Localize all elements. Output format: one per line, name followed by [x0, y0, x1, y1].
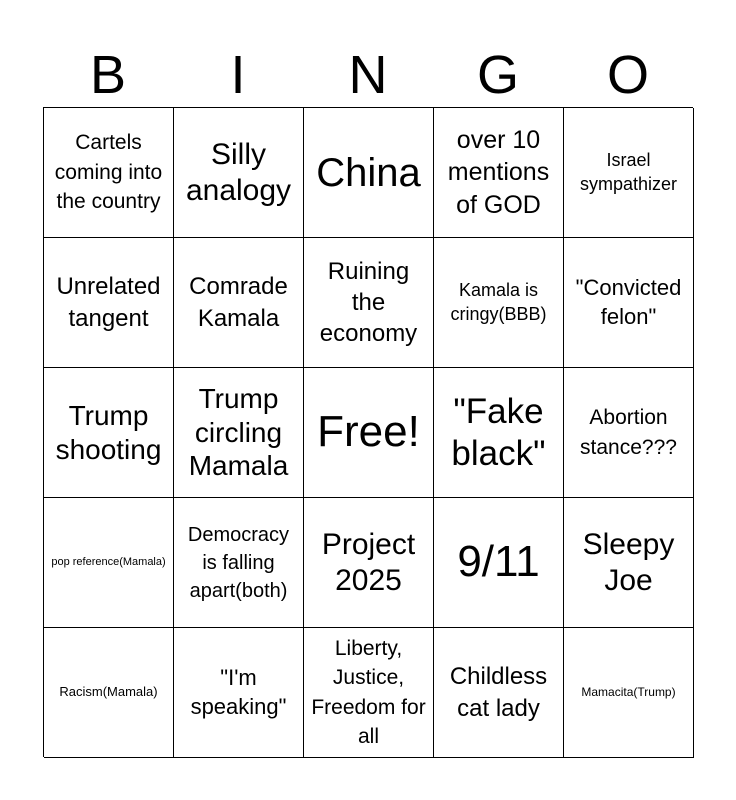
- bingo-cell[interactable]: "Convicted felon": [564, 238, 694, 368]
- bingo-cell[interactable]: 9/11: [434, 498, 564, 628]
- bingo-cell[interactable]: Silly analogy: [174, 108, 304, 238]
- header-letter-b: B: [89, 45, 127, 105]
- bingo-cell[interactable]: Comrade Kamala: [174, 238, 304, 368]
- header-letter-o: O: [606, 45, 649, 105]
- bingo-cell[interactable]: "Fake black": [434, 368, 564, 498]
- header-letter-i: I: [230, 45, 246, 105]
- header-letter-g: G: [476, 45, 519, 105]
- bingo-board: [43, 107, 693, 757]
- bingo-cell[interactable]: pop reference(Mamala): [44, 498, 174, 628]
- bingo-cell[interactable]: Democracy is falling apart(both): [174, 498, 304, 628]
- bingo-cell[interactable]: Cartels coming into the country: [44, 108, 174, 238]
- bingo-cell[interactable]: over 10 mentions of GOD: [434, 108, 564, 238]
- header-letter-n: N: [348, 45, 388, 105]
- bingo-cell[interactable]: China: [304, 108, 434, 238]
- bingo-cell[interactable]: "I'm speaking": [174, 628, 304, 758]
- bingo-cell[interactable]: Ruining the economy: [304, 238, 434, 368]
- bingo-cell[interactable]: Trump shooting: [44, 368, 174, 498]
- bingo-cell[interactable]: Unrelated tangent: [44, 238, 174, 368]
- bingo-cell[interactable]: Liberty, Justice, Freedom for all: [304, 628, 434, 758]
- bingo-cell[interactable]: Abortion stance???: [564, 368, 694, 498]
- bingo-cell[interactable]: Israel sympathizer: [564, 108, 694, 238]
- bingo-cell[interactable]: Free!: [304, 368, 434, 498]
- bingo-cell[interactable]: Kamala is cringy(BBB): [434, 238, 564, 368]
- bingo-header: [43, 42, 693, 108]
- bingo-cell[interactable]: Project 2025: [304, 498, 434, 628]
- bingo-cell[interactable]: Childless cat lady: [434, 628, 564, 758]
- bingo-cell[interactable]: Mamacita(Trump): [564, 628, 694, 758]
- bingo-cell[interactable]: Racism(Mamala): [44, 628, 174, 758]
- bingo-cell[interactable]: Trump circling Mamala: [174, 368, 304, 498]
- bingo-cell[interactable]: Sleepy Joe: [564, 498, 694, 628]
